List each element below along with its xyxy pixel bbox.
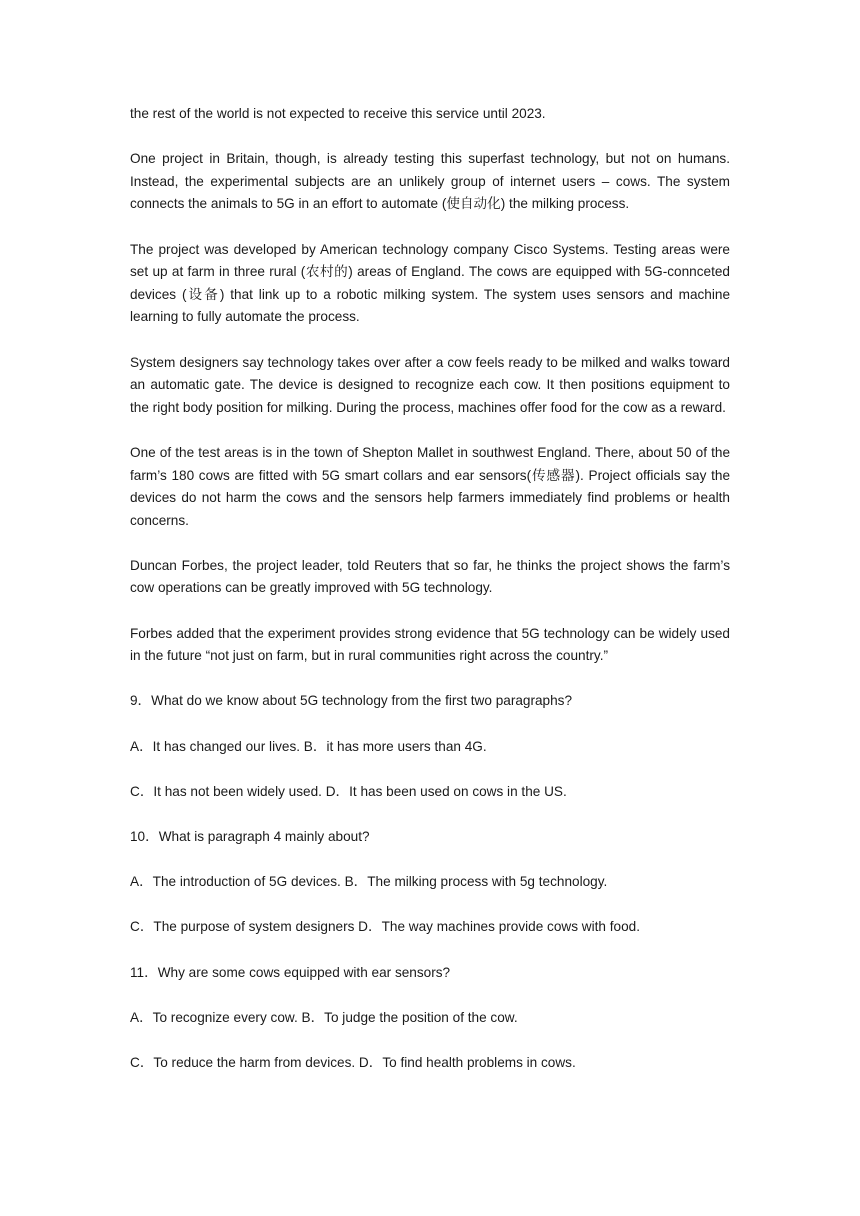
question-stem: 10．What is paragraph 4 mainly about? xyxy=(130,829,370,844)
passage-paragraph-3: The project was developed by American technology company Cisco Systems. Testing areas were set up at farm in three rural (农村的) areas of England. The cows are equipped with 5G-connceted devices (设备) that link up to a robotic milking system. The system uses sensors and machine learning to fully automate the process. xyxy=(130,241,730,325)
question-options: C．The purpose of system designers D．The way machines provide cows with food. xyxy=(130,919,640,935)
passage-paragraph-6: Duncan Forbes, the project leader, told Reuters that so far, he thinks the project shows the farm’s cow operations can be greatly improved with 5G technology. xyxy=(130,557,730,596)
document-page xyxy=(130,103,730,1097)
passage-paragraph-2: One project in Britain, though, is already testing this superfast technology, but not on humans. Instead, the experimental subjects are an unlikely group of internet users – cows. The system connects the animals to 5G in an effort to automate (使自动化) the milking process. xyxy=(130,151,730,212)
question-9 xyxy=(130,690,730,803)
passage-paragraph-4: System designers say technology takes over after a cow feels ready to be milked and walks toward an automatic gate. The device is designed to recognize each cow. It then positions equipment to the right body position for milking. During the process, machines offer food for the cow as a reward. xyxy=(130,354,730,415)
question-stem: 11．Why are some cows equipped with ear sensors? xyxy=(130,964,451,980)
question-options: A．It has changed our lives. B．it has more users than 4G. xyxy=(130,738,487,754)
passage-paragraph-7: Forbes added that the experiment provides strong evidence that 5G technology can be widely used in the future “not just on farm, but in rural communities right across the country.” xyxy=(130,625,730,664)
question-stem: 9．What do we know about 5G technology from the first two paragraphs? xyxy=(130,693,573,709)
passage-paragraph-1: the rest of the world is not expected to receive this service until 2023. xyxy=(130,106,546,121)
question-11 xyxy=(130,962,730,1075)
question-10 xyxy=(130,826,730,939)
question-options: C．To reduce the harm from devices. D．To find health problems in cows. xyxy=(130,1054,576,1070)
question-options: A．To recognize every cow. B．To judge the position of the cow. xyxy=(130,1009,518,1025)
question-options: A．The introduction of 5G devices. B．The milking process with 5g technology. xyxy=(130,874,608,890)
question-options: C．It has not been widely used. D．It has been used on cows in the US. xyxy=(130,783,567,799)
reading-passage xyxy=(130,103,730,668)
passage-paragraph-5: One of the test areas is in the town of Shepton Mallet in southwest England. There, about 50 of the farm’s 180 cows are fitted with 5G smart collars and ear sensors(传感器). Project officials say the devices do not harm the cows and the sensors help farmers immediately find problems or health concerns. xyxy=(130,444,730,528)
